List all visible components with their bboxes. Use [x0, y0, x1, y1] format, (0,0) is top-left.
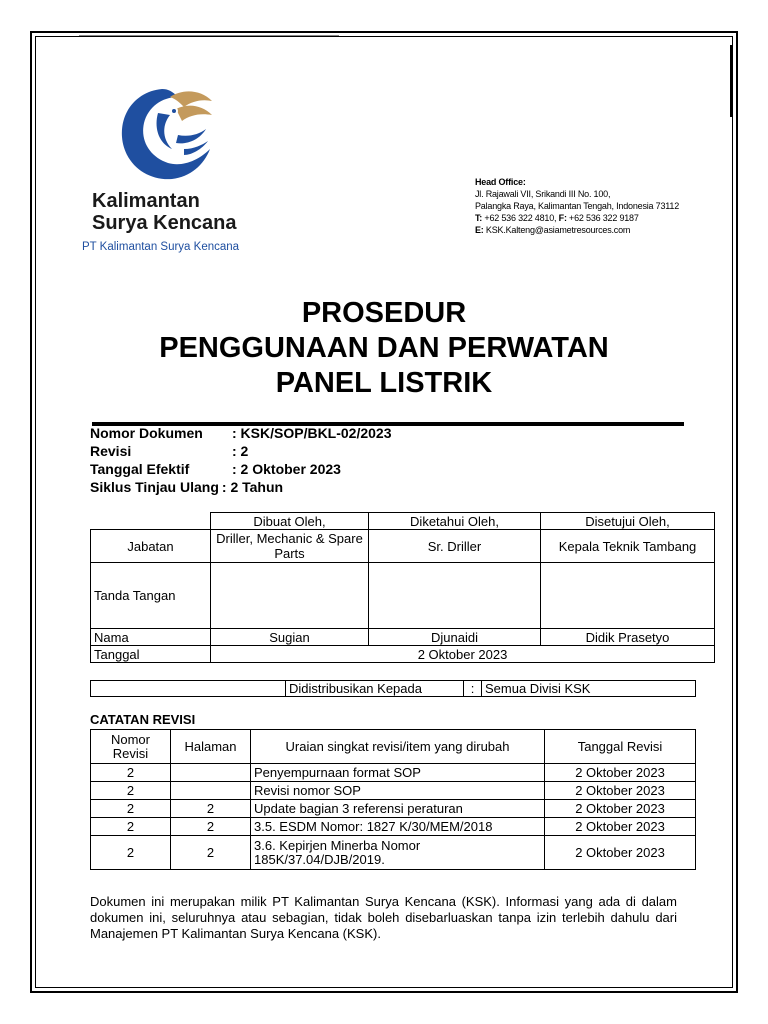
nama-cell: Sugian — [211, 629, 369, 646]
revision-date: 2 Oktober 2023 — [545, 764, 696, 782]
distribution-empty-cell — [91, 681, 286, 697]
company-name — [92, 190, 237, 234]
email-label: E: — [475, 225, 484, 235]
nama-row — [91, 629, 715, 646]
approval-header-row — [91, 513, 715, 530]
phone-fax-line — [475, 212, 679, 224]
row-label: Jabatan — [91, 530, 211, 563]
email-line — [475, 224, 679, 236]
revision-description: Penyempurnaan format SOP — [251, 764, 545, 782]
phone-number: +62 536 322 4810, — [482, 213, 559, 223]
jabatan-cell: Sr. Driller — [369, 530, 541, 563]
company-name-line2: Surya Kencana — [92, 212, 237, 234]
revision-number: 2 — [91, 818, 171, 836]
revision-header: Nomor Revisi — [91, 730, 171, 764]
head-office-address — [475, 176, 679, 236]
nama-cell: Djunaidi — [369, 629, 541, 646]
revision-description: 3.6. Kepirjen Minerba Nomor 185K/37.04/DJB/2019. — [251, 836, 545, 870]
title-line1: PROSEDUR — [301, 297, 467, 329]
meta-value: : 2 Oktober 2023 — [232, 461, 341, 477]
meta-key: Tanggal Efektif — [90, 461, 190, 477]
row-label: Tanggal — [91, 646, 211, 663]
meta-value: : KSK/SOP/BKL-02/2023 — [232, 425, 392, 441]
revision-header: Uraian singkat revisi/item yang dirubah — [251, 730, 545, 764]
revision-row — [91, 800, 696, 818]
revision-page — [171, 782, 251, 800]
approval-header: Disetujui Oleh, — [541, 513, 715, 530]
nama-cell: Didik Prasetyo — [541, 629, 715, 646]
revision-notes-title: CATATAN REVISI — [90, 712, 196, 727]
jabatan-cell: Kepala Teknik Tambang — [541, 530, 715, 563]
revision-date: 2 Oktober 2023 — [545, 836, 696, 870]
address-line2: Palangka Raya, Kalimantan Tengah, Indonesia 73112 — [475, 201, 680, 211]
document-title — [0, 296, 768, 401]
revision-row — [91, 836, 696, 870]
hornbill-logo-icon — [118, 83, 214, 183]
approval-empty-cell — [91, 513, 211, 530]
jabatan-row — [91, 530, 715, 563]
meta-row — [90, 460, 392, 478]
meta-value: : 2 — [232, 443, 249, 459]
signature-cell — [369, 563, 541, 629]
revision-number: 2 — [91, 764, 171, 782]
approval-header: Dibuat Oleh, — [211, 513, 369, 530]
revision-header-row — [91, 730, 696, 764]
signature-cell — [211, 563, 369, 629]
company-logo — [82, 83, 252, 263]
address-line1: Jl. Rajawali VII, Srikandi III No. 100, — [475, 189, 611, 199]
document-metadata — [90, 424, 392, 496]
jabatan-cell: Driller, Mechanic & Spare Parts — [211, 530, 369, 563]
tanggal-cell: 2 Oktober 2023 — [211, 646, 715, 663]
revision-header: Halaman — [171, 730, 251, 764]
email-address: KSK.Kalteng@asiametresources.com — [483, 225, 631, 235]
meta-key: Siklus Tinjau Ulang — [90, 479, 219, 495]
distribution-label: Didistribusikan Kepada — [286, 681, 464, 697]
revision-date: 2 Oktober 2023 — [545, 782, 696, 800]
meta-value: : 2 Tahun — [221, 479, 284, 495]
revision-date: 2 Oktober 2023 — [545, 818, 696, 836]
revision-page: 2 — [171, 836, 251, 870]
revision-number: 2 — [91, 800, 171, 818]
meta-row — [90, 478, 392, 496]
company-tagline: PT Kalimantan Surya Kencana — [82, 241, 240, 253]
company-name-line1: Kalimantan — [92, 190, 200, 212]
meta-key: Revisi — [90, 443, 132, 459]
top-rule — [79, 35, 339, 36]
meta-key: Nomor Dokumen — [90, 425, 203, 441]
revision-number: 2 — [91, 782, 171, 800]
row-label: Tanda Tangan — [91, 563, 211, 629]
confidentiality-notice: Dokumen ini merupakan milik PT Kalimantan Surya Kencana (KSK). Informasi yang ada di dalam dokumen ini, seluruhnya atau sebagian, tidak boleh disebarluaskan tanpa izin terlebih dahulu dari Manajemen PT Kalimantan Surya Kencana (KSK). — [90, 894, 677, 941]
margin-mark — [730, 45, 732, 117]
revision-page: 2 — [171, 818, 251, 836]
revision-header: Tanggal Revisi — [545, 730, 696, 764]
revision-page: 2 — [171, 800, 251, 818]
revision-row — [91, 818, 696, 836]
head-office-title: Head Office: — [475, 177, 526, 187]
distribution-colon: : — [464, 681, 482, 697]
approval-table — [90, 512, 715, 663]
title-line3: PANEL LISTRIK — [275, 367, 493, 399]
revision-date: 2 Oktober 2023 — [545, 800, 696, 818]
signature-cell — [541, 563, 715, 629]
distribution-table — [90, 680, 696, 697]
distribution-value: Semua Divisi KSK — [482, 681, 696, 697]
title-line2: PENGGUNAAN DAN PERWATAN — [159, 332, 609, 364]
fax-label: F: — [558, 213, 567, 223]
approval-header: Diketahui Oleh, — [369, 513, 541, 530]
tanggal-row — [91, 646, 715, 663]
revision-description: 3.5. ESDM Nomor: 1827 K/30/MEM/2018 — [251, 818, 545, 836]
row-label: Nama — [91, 629, 211, 646]
meta-row — [90, 424, 392, 442]
revision-row — [91, 782, 696, 800]
signature-row — [91, 563, 715, 629]
revision-description: Revisi nomor SOP — [251, 782, 545, 800]
revision-table — [90, 729, 696, 870]
revision-description: Update bagian 3 referensi peraturan — [251, 800, 545, 818]
revision-row — [91, 764, 696, 782]
fax-number: +62 536 322 9187 — [566, 213, 639, 223]
phone-label: T: — [475, 213, 483, 223]
revision-page — [171, 764, 251, 782]
distribution-row — [91, 681, 696, 697]
revision-number: 2 — [91, 836, 171, 870]
meta-row — [90, 442, 392, 460]
